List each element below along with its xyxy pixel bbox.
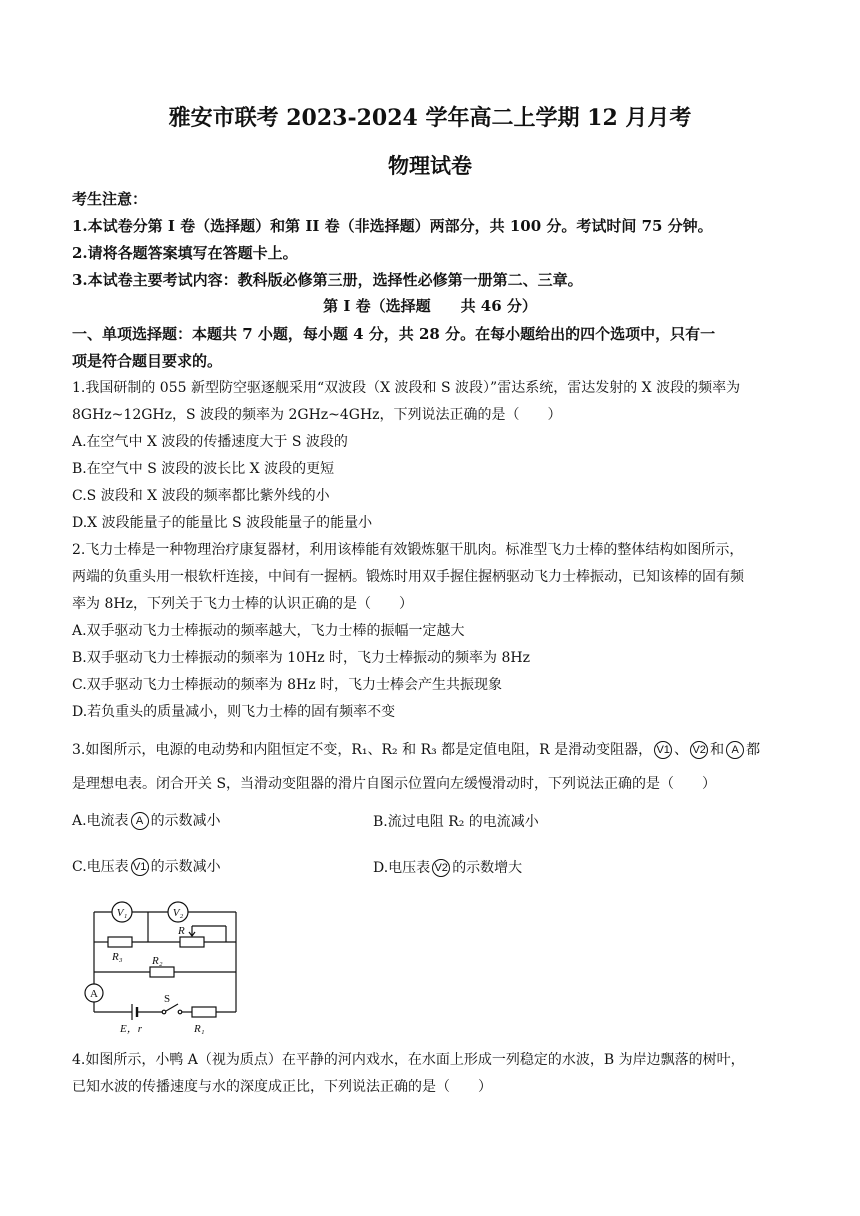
circuit-label-v1: V₁ bbox=[116, 907, 128, 919]
circuit-diagram bbox=[80, 898, 252, 1036]
part1-instruction-2: 项是符合题目要求的。 bbox=[72, 352, 223, 370]
q3-stem-text-b: 都 bbox=[746, 742, 761, 758]
q3-stem-text-a: 3.如图所示，电源的电动势和内阻恒定不变，R₁、R₂ 和 R₃ 都是定值电阻，R 是滑动变阻器， bbox=[72, 742, 653, 758]
ammeter-symbol: A bbox=[726, 741, 744, 759]
voltmeter-v2-symbol: V2 bbox=[690, 741, 708, 759]
notice-item-1: 1.本试卷分第 I 卷（选择题）和第 II 卷（非选择题）两部分，共 100 分。考试时间 75 分钟。 bbox=[72, 217, 713, 235]
q3-option-d bbox=[373, 857, 522, 877]
exam-title: 雅安市联考 2023-2024 学年高二上学期 12 月月考 bbox=[168, 105, 692, 131]
circuit-label-a: A bbox=[90, 988, 98, 1000]
q2-option-d: D.若负重头的质量减小，则飞力士棒的固有频率不变 bbox=[72, 704, 396, 720]
q3-option-c-post: 的示数减小 bbox=[150, 859, 221, 875]
q3-option-a-post: 的示数减小 bbox=[150, 813, 221, 829]
circuit-label-r1: R₁ bbox=[194, 1023, 205, 1035]
notice-item-3: 3.本试卷主要考试内容：教科版必修第三册，选择性必修第一册第二、三章。 bbox=[72, 271, 583, 289]
q3-option-b: B.流过电阻 R₂ 的电流减小 bbox=[373, 814, 539, 830]
circuit-label-r: R bbox=[178, 925, 185, 937]
q2-option-b: B.双手驱动飞力士棒振动的频率为 10Hz 时，飞力士棒振动的频率为 8Hz bbox=[72, 650, 530, 666]
circuit-label-r2: R₂ bbox=[152, 955, 163, 967]
q3-option-a-pre: A.电流表 bbox=[72, 813, 129, 829]
circuit-label-v2: V₂ bbox=[172, 907, 184, 919]
q3-stem-line2: 是理想电表。闭合开关 S，当滑动变阻器的滑片自图示位置向左缓慢滑动时，下列说法正确的是（ ） bbox=[72, 776, 717, 792]
ammeter-symbol: A bbox=[131, 812, 149, 830]
circuit-label-s: S bbox=[164, 993, 171, 1005]
notice-heading: 考生注意： bbox=[72, 190, 148, 208]
q1-option-b: B.在空气中 S 波段的波长比 X 波段的更短 bbox=[72, 461, 335, 477]
voltmeter-v1-symbol: V1 bbox=[131, 858, 149, 876]
section-title: 第 I 卷（选择题 共 46 分） bbox=[323, 297, 537, 315]
circuit-label-r3: R₃ bbox=[112, 951, 123, 963]
q2-option-a: A.双手驱动飞力士棒振动的频率越大，飞力士棒的振幅一定越大 bbox=[72, 623, 465, 639]
q4-stem-line1: 4.如图所示，小鸭 A（视为质点）在平静的河内戏水，在水面上形成一列稳定的水波，B 为岸边飘落的树叶， bbox=[72, 1052, 745, 1068]
q3-and: 和 bbox=[710, 742, 725, 758]
part1-instruction-1: 一、单项选择题：本题共 7 小题，每小题 4 分，共 28 分。在每小题给出的四个选项中，只有一 bbox=[72, 325, 716, 343]
q2-stem-line3: 率为 8Hz，下列关于飞力士棒的认识正确的是（ ） bbox=[72, 596, 413, 612]
q1-stem-line2: 8GHz~12GHz，S 波段的频率为 2GHz~4GHz，下列说法正确的是（ ） bbox=[72, 407, 562, 423]
exam-subtitle: 物理试卷 bbox=[388, 153, 472, 178]
q1-stem-line1: 1.我国研制的 055 新型防空驱逐舰采用“双波段（X 波段和 S 波段）”雷达系统，雷达发射的 X 波段的频率为 bbox=[72, 380, 741, 396]
circuit-label-er: E，r bbox=[120, 1023, 142, 1035]
q3-option-c-pre: C.电压表 bbox=[72, 859, 129, 875]
q1-option-d: D.X 波段能量子的能量比 S 波段能量子的能量小 bbox=[72, 515, 373, 531]
q3-separator: 、 bbox=[674, 742, 689, 758]
notice-item-2: 2.请将各题答案填写在答题卡上。 bbox=[72, 244, 298, 262]
q3-stem-line1 bbox=[72, 740, 800, 760]
q2-stem-line2: 两端的负重头用一根软杆连接，中间有一握柄。锻炼时用双手握住握柄驱动飞力士棒振动，已知该棒的固有频 bbox=[72, 569, 744, 585]
q2-stem-line1: 2.飞力士棒是一种物理治疗康复器材，利用该棒能有效锻炼躯干肌肉。标准型飞力士棒的整体结构如图所示， bbox=[72, 542, 744, 558]
voltmeter-v1-symbol: V1 bbox=[654, 741, 672, 759]
q2-option-c: C.双手驱动飞力士棒振动的频率为 8Hz 时，飞力士棒会产生共振现象 bbox=[72, 677, 503, 693]
q1-option-a: A.在空气中 X 波段的传播速度大于 S 波段的 bbox=[72, 434, 348, 450]
q1-option-c: C.S 波段和 X 波段的频率都比紫外线的小 bbox=[72, 488, 330, 504]
voltmeter-v2-symbol: V2 bbox=[432, 859, 450, 877]
q4-stem-line2: 已知水波的传播速度与水的深度成正比，下列说法正确的是（ ） bbox=[72, 1079, 492, 1095]
q3-option-d-post: 的示数增大 bbox=[452, 860, 523, 876]
q3-option-d-pre: D.电压表 bbox=[373, 860, 431, 876]
